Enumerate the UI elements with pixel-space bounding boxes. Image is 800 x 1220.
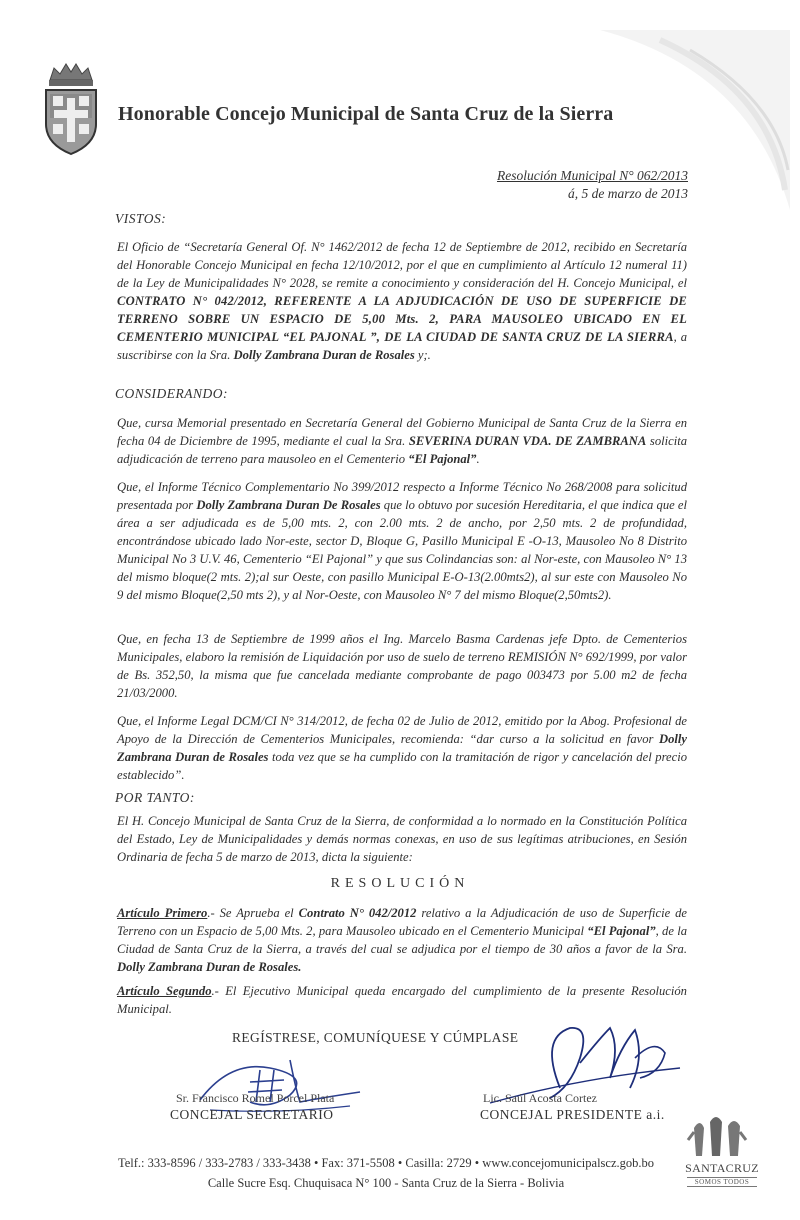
organization-name: Honorable Concejo Municipal de Santa Cruz de la Sierra [118,103,614,125]
article-second-heading: Artículo Segundo [117,984,212,998]
logo-text: SANTACRUZ [685,1161,759,1175]
contract-reference: CONTRATO N° 042/2012, REFERENTE A LA ADJUDICACIÓN DE USO DE SUPERFICIE DE TERRENO SOBRE UN ESPACIO DE 5,00 Mts. 2, PARA MAUSOLEO UBICADO EN EL CEMENTERIO MUNICIPAL “EL PAJONAL ”, DE LA CIUDAD DE SANTA CRUZ DE LA SIERRA [117,294,687,344]
coat-of-arms-icon [40,58,102,158]
text-run: toda vez que se ha cumplido con la tramitación de rigor y cancelación del precio establecido”. [117,750,687,782]
footer-address: Calle Sucre Esq. Chuquisaca N° 100 - Santa Cruz de la Sierra - Bolivia [207,1176,565,1190]
resolution-date: á, 5 de marzo de 2013 [568,186,688,201]
considerando-paragraph-2 [117,478,687,604]
footer-contact: Telf.: 333-8596 / 333-2783 / 333-3438 • Fax: 371-5508 • Casilla: 2729 • www.concejomunicipalscz.gob.bo [117,1156,655,1170]
text-run: Que, el Informe Técnico Complementario No 399/2012 respecto a Informe Técnico No 268/2008 para solicitud presentada por [117,480,687,512]
resolucion-title: RESOLUCIÓN [330,876,470,891]
considerando-paragraph-1 [117,414,687,468]
beneficiary-name: Dolly Zambrana Duran de Rosales [233,348,415,362]
text-run: .- Se Aprueba el [207,906,299,920]
vistos-paragraph [117,238,687,364]
beneficiary-name: Dolly Zambrana Duran de Rosales. [117,960,302,974]
text-run: y;. [414,348,431,362]
applicant-name: SEVERINA DURAN VDA. DE ZAMBRANA [408,434,647,448]
logo-subtitle: SOMOS TODOS [687,1177,757,1187]
contract-number: Contrato N° 042/2012 [298,906,417,920]
article-first [117,904,687,976]
text-run: .- El Ejecutivo Municipal queda encargado del cumplimiento de la presente Resolución Municipal. [117,984,687,1016]
resolution-number: Resolución Municipal N° 062/2013 [496,168,688,183]
considerando-paragraph-3: Que, en fecha 13 de Septiembre de 1999 años el Ing. Marcelo Basma Cardenas jefe Dpto. de Cementerios Municipales, elaboro la remisión de Liquidación por uso de suelo de terreno REMISIÓN N° 692/1999, por valor de Bs. 352,50, la misma que fue cancelada mediante comprobante de pago 003473 por 5.00 m2 de fecha 21/03/2000. [117,632,687,700]
beneficiary-name: Dolly Zambrana Duran De Rosales [196,498,381,512]
text-run: relativo a la Adjudicación de uso de Superficie de Terreno con un Espacio de 5,00 Mts. 2, para Mausoleo ubicado en el Cementerio Municipal [117,906,687,938]
text-run: Que, cursa Memorial presentado en Secretaría General del Gobierno Municipal de Santa Cruz de la Sierra en fecha 04 de Diciembre de 1995, mediante el cual la Sra. [117,416,687,448]
cemetery-name: “El Pajonal” [408,452,477,466]
considerando-paragraph-4 [117,712,687,784]
text-run: Que, el Informe Legal DCM/CI N° 314/2012, de fecha 02 de Julio de 2012, emitido por la Abog. Profesional de Apoyo de la Dirección de Cementerios Municipales, recomienda: “dar curso a la solicitud en favor [117,714,687,746]
right-signer-title: CONCEJAL PRESIDENTE a.i. [480,1107,665,1122]
right-signer-name: Lic. Saúl Acosta Cortez [483,1091,597,1105]
left-signer-name: Sr. Francisco Romel Porcel Plata [176,1091,335,1105]
considerando-title: CONSIDERANDO: [115,386,228,401]
text-run: El Oficio de “Secretaría General Of. N° 1462/2012 de fecha 12 de Septiembre de 2012, recibido en Secretaría del Honorable Concejo Municipal en fecha 12/10/2012, por el que en cumplimiento al Artículo 12 numeral 11) de la Ley de Municipalidades N° 2028, se remite a conocimiento y consideración del H. Concejo Municipal, el [117,240,687,290]
text-run: solicita adjudicación de terreno para mausoleo en el Cementerio [117,434,687,466]
text-run: que lo obtuvo por sucesión Hereditaria, el que indica que el área a ser adjudicada es de 5,00 mts. 2, con 2.00 mts. 2 de ancho, por 2,50 mts. 2 de profundidad, encontrándose ubicado lado Nor-este, sector D, Bloque G, Pasillo Municipal E -O-13, Mausoleo No 8 Distrito Municipal No 3 U.V. 46, Cementerio “El Pajonal” y que sus Colindancias son: al Nor-este, con Mausoleo N° 13 del mismo bloque(2 mts. 2);al sur Oeste, con pasillo Municipal E-O-13(2.00mts2), al sur este con Mausoleo No 9 del mismo Bloque(2,50 mts 2), y al Nor-Oeste, con Mausoleo N° 7 del mismo Bloque(2,50mts2). [117,498,687,602]
resolution-heading [497,167,688,203]
beneficiary-name: Dolly Zambrana Duran de Rosales [117,732,687,764]
cemetery-name: “El Pajonal” [587,924,656,938]
closing-formula: REGÍSTRESE, COMUNÍQUESE Y CÚMPLASE [232,1030,519,1045]
por-tanto-paragraph: El H. Concejo Municipal de Santa Cruz de la Sierra, de conformidad a lo normado en la Constitución Política del Estado, Ley de Municipalidades y demás normas conexas, en uso de sus legítimas atribuciones, en Sesión Ordinaria de fecha 5 de marzo de 2013, dicta la siguiente: [117,814,687,864]
text-run: . [476,452,480,466]
text-run: , a suscribirse con la Sra. [117,330,688,362]
text-run: , de la Ciudad de Santa Cruz de la Sierra, a través del cual se adjudica por el tiempo de 30 años a favor de la Sra. [117,924,687,956]
vistos-title: VISTOS: [115,211,167,226]
article-first-heading: Artículo Primero [117,906,208,920]
left-signer-title: CONCEJAL SECRETARIO [170,1107,334,1122]
por-tanto-title: POR TANTO: [115,790,195,805]
article-second [117,982,687,1018]
